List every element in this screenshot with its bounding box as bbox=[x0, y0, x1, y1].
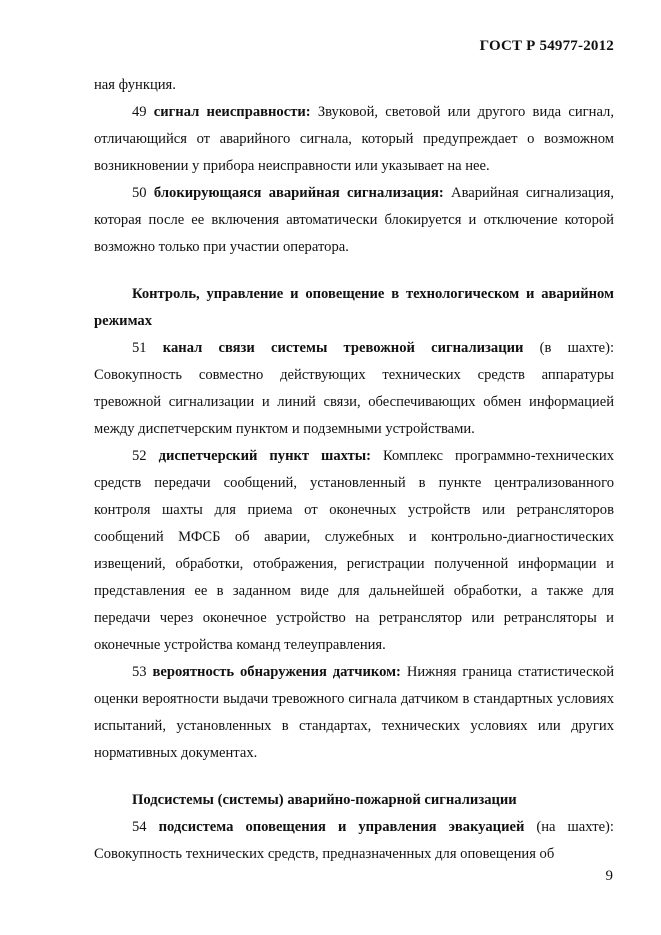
definition-50 bbox=[94, 180, 614, 261]
definition-term: канал связи системы тревожной сигнализации bbox=[162, 340, 524, 356]
definition-term: вероятность обнаружения датчиком: bbox=[152, 664, 401, 680]
paragraph-continuation bbox=[94, 72, 614, 99]
definition-number: 49 bbox=[132, 104, 147, 120]
definition-number: 51 bbox=[132, 340, 147, 356]
definition-text: Комплекс программно-технических средств передачи сообщений, установленный в пункте централизованного контроля шахты для приема от оконечных устройств или ретрансляторов сообщений МФСБ об аварии, служебных и контрольно-диагностических извещений, обработки, отображения, регистрации полученной информации и представления ее в заданном виде для дальнейшей обработки, а также для передачи через оконечное устройство на ретранслятор или ретрансляторы и оконечные устройства команд телеуправления. bbox=[94, 448, 614, 653]
definition-number: 53 bbox=[132, 664, 147, 680]
paragraph-text: ная функция. bbox=[94, 77, 176, 93]
definition-text: (в шахте): Совокупность совместно действующих технических средств аппаратуры тревожной сигнализации и линий связи, обеспечивающих обмен информацией между диспетчерским пунктом и подземными устройствами. bbox=[94, 340, 614, 437]
page-number: 9 bbox=[605, 868, 613, 884]
definition-text: Звуковой, световой или другого вида сигнал, отличающийся от аварийного сигнала, который предупреждает о возможном возникновении у прибора неисправности или указывает на нее. bbox=[94, 104, 614, 174]
definition-text: Аварийная сигнализация, которая после ее включения автоматически блокируется и отключение которой возможно только при участии оператора. bbox=[94, 185, 614, 255]
document-body bbox=[94, 72, 614, 868]
definition-term: блокирующаяся аварийная сигнализация: bbox=[153, 185, 444, 201]
section-heading-control: Контроль, управление и оповещение в технологическом и аварийном режимах bbox=[94, 286, 614, 329]
section-heading-subsystems: Подсистемы (системы) аварийно-пожарной сигнализации bbox=[132, 792, 517, 808]
definition-term: диспетчерский пункт шахты: bbox=[158, 448, 371, 464]
definition-number: 50 bbox=[132, 185, 147, 201]
definition-text: Нижняя граница статистической оценки вероятности выдачи тревожного сигнала датчиком в стандартных условиях испытаний, установленных в стандартах, технических условиях или других нормативных документах. bbox=[94, 664, 615, 761]
definition-term: сигнал неисправности: bbox=[153, 104, 311, 120]
definition-number: 52 bbox=[132, 448, 147, 464]
standard-designation: ГОСТ Р 54977-2012 bbox=[479, 38, 614, 54]
definition-text: (на шахте): Совокупность технических средств, предназначенных для оповещения об bbox=[94, 819, 614, 862]
definition-49 bbox=[94, 99, 614, 180]
definition-53 bbox=[94, 659, 614, 767]
definition-number: 54 bbox=[132, 819, 147, 835]
definition-54 bbox=[94, 814, 614, 868]
definition-term: подсистема оповещения и управления эвакуацией bbox=[158, 819, 525, 835]
definition-52 bbox=[94, 443, 614, 659]
definition-51 bbox=[94, 335, 614, 443]
